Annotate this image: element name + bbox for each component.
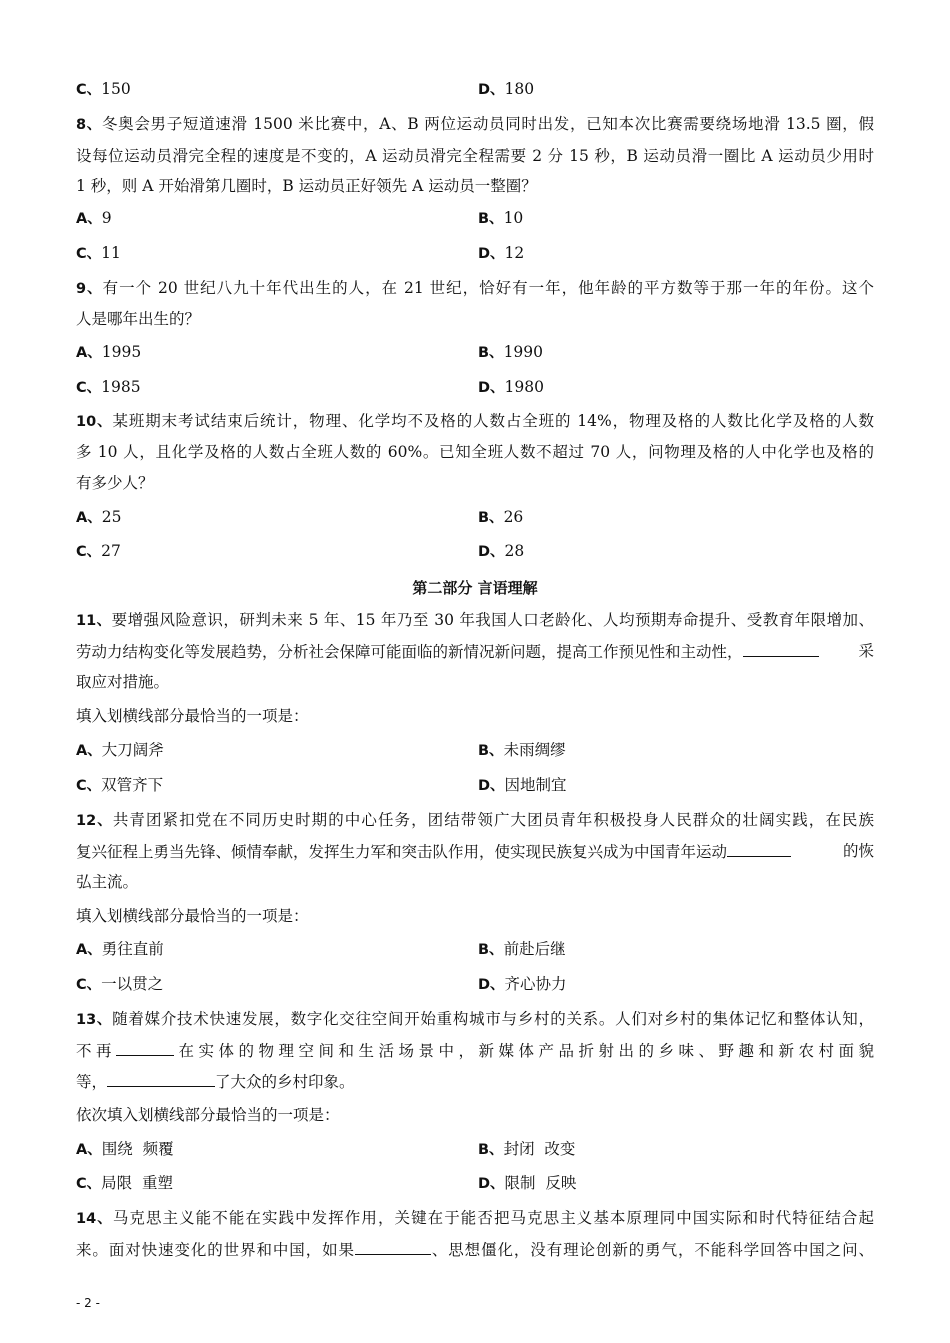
- q10-option-d[interactable]: D、28: [478, 542, 525, 560]
- q13-option-d[interactable]: D、限制 反映: [478, 1174, 577, 1192]
- q13-options-row-ab: [76, 1139, 876, 1159]
- q8-stem-line-2: 设每位运动员滑完全程的速度是不变的，A 运动员滑完全程需要 2 分 15 秒，B 运动员滑一圈比 A 运动员少用时: [76, 147, 874, 165]
- q11-option-c[interactable]: C、双管齐下: [76, 776, 164, 794]
- q12-blank-line[interactable]: [727, 841, 791, 857]
- q13-options-row-cd: [76, 1173, 876, 1193]
- q10-stem-line-1: 10、某班期末考试结束后统计，物理、化学均不及格的人数占全班的 14%，物理及格的人数比化学及格的人数: [76, 412, 874, 430]
- q12-prompt: 填入划横线部分最恰当的一项是：: [76, 907, 309, 925]
- q9-options-row-cd: [76, 377, 876, 397]
- q12-option-a[interactable]: A、勇往直前: [76, 940, 164, 958]
- q12-options-row-ab: [76, 939, 876, 959]
- q13-option-c[interactable]: C、局限 重塑: [76, 1174, 174, 1192]
- q10-option-c[interactable]: C、27: [76, 542, 121, 560]
- q13-stem-line-1: 13、随着媒介技术快速发展，数字化交往空间开始重构城市与乡村的关系。人们对乡村的集体记忆和整体认知，: [76, 1010, 874, 1028]
- q10-options-row-cd: [76, 541, 876, 561]
- q11-stem-line-3: 取应对措施。: [76, 673, 170, 691]
- q14-blank-line[interactable]: [355, 1239, 431, 1255]
- q11-blank-line[interactable]: [743, 641, 819, 657]
- q11-stem-line-2: 劳动力结构变化等发展趋势，分析社会保障可能面临的新情况新问题，提高工作预见性和主动性， 采: [76, 642, 874, 661]
- q11-options-row-cd: [76, 775, 876, 795]
- section-2-title: 第二部分 言语理解: [412, 579, 538, 597]
- q8-option-a[interactable]: A、9: [76, 209, 112, 227]
- q9-stem-line-2: 人是哪年出生的？: [76, 310, 201, 328]
- q9-option-b[interactable]: B、1990: [478, 343, 544, 361]
- q11-option-b[interactable]: B、未雨绸缪: [478, 741, 566, 759]
- q12-stem-line-1: 12、共青团紧扣党在不同历史时期的中心任务，团结带领广大团员青年积极投身人民群众的壮阔实践，在民族: [76, 811, 874, 829]
- q8-option-b[interactable]: B、10: [478, 209, 524, 227]
- q8-option-d[interactable]: D、12: [478, 244, 525, 262]
- q13-stem-line-2: 不再 在实体的物理空间和生活场景中，新媒体产品折射出的乡味、野趣和新农村面貌: [76, 1042, 874, 1060]
- q12-options-row-cd: [76, 974, 876, 994]
- q12-stem-line-2: 复兴征程上勇当先锋、倾情奉献，发挥生力军和突击队作用，使实现民族复兴成为中国青年运动 的恢: [76, 842, 874, 861]
- q9-stem-line-1: 9、有一个 20 世纪八九十年代出生的人，在 21 世纪，恰好有一年，他年龄的平方数等于那一年的年份。这个: [76, 279, 874, 297]
- q8-options-row-cd: [76, 243, 876, 263]
- q10-option-b[interactable]: B、26: [478, 508, 524, 526]
- q7-options-row-cd: [76, 79, 876, 99]
- q12-option-d[interactable]: D、齐心协力: [478, 975, 567, 993]
- q13-stem-line-3: 等， 了大众的乡村印象。: [76, 1073, 355, 1091]
- q11-options-row-ab: [76, 740, 876, 760]
- q11-prompt: 填入划横线部分最恰当的一项是：: [76, 707, 309, 725]
- q8-stem-line-3: 1 秒，则 A 开始滑第几圈时，B 运动员正好领先 A 运动员一整圈？: [76, 177, 537, 195]
- q10-stem-line-3: 有多少人？: [76, 474, 154, 492]
- q12-option-c[interactable]: C、一以贯之: [76, 975, 164, 993]
- q12-stem-line-3: 弘主流。: [76, 873, 139, 891]
- q9-option-c[interactable]: C、1985: [76, 378, 141, 396]
- q13-blank-line-2[interactable]: [107, 1071, 215, 1087]
- q7-option-d[interactable]: D、180: [478, 80, 535, 98]
- q9-option-d[interactable]: D、1980: [478, 378, 544, 396]
- q9-options-row-ab: [76, 342, 876, 362]
- q13-blank-line-1[interactable]: [116, 1040, 174, 1056]
- q10-stem-line-2: 多 10 人，且化学及格的人数占全班人数的 60%。已知全班人数不超过 70 人，问物理及格的人中化学也及格的: [76, 443, 874, 461]
- q11-stem-line-1: 11、要增强风险意识，研判未来 5 年、15 年乃至 30 年我国人口老龄化、人均预期寿命提升、受教育年限增加、: [76, 611, 874, 629]
- q13-prompt: 依次填入划横线部分最恰当的一项是：: [76, 1106, 340, 1124]
- page-number: - 2 -: [76, 1296, 100, 1310]
- q13-option-b[interactable]: B、封闭 改变: [478, 1140, 576, 1158]
- q14-stem-line-2: 来。面对快速变化的世界和中国，如果 、思想僵化，没有理论创新的勇气，不能科学回答中国之问、: [76, 1241, 874, 1259]
- q7-option-c[interactable]: C、150: [76, 80, 131, 98]
- q10-option-a[interactable]: A、25: [76, 508, 122, 526]
- q11-option-d[interactable]: D、因地制宜: [478, 776, 567, 794]
- q12-option-b[interactable]: B、前赴后继: [478, 940, 566, 958]
- q11-option-a[interactable]: A、大刀阔斧: [76, 741, 164, 759]
- q8-stem-line-1: 8、冬奥会男子短道速滑 1500 米比赛中，A、B 两位运动员同时出发，已知本次比赛需要绕场地滑 13.5 圈，假: [76, 115, 874, 133]
- q8-option-c[interactable]: C、11: [76, 244, 121, 262]
- q14-stem-line-1: 14、马克思主义能不能在实践中发挥作用，关键在于能否把马克思主义基本原理同中国实际和时代特征结合起: [76, 1209, 874, 1227]
- q10-options-row-ab: [76, 507, 876, 527]
- q9-option-a[interactable]: A、1995: [76, 343, 142, 361]
- q13-option-a[interactable]: A、围绕 频覆: [76, 1140, 174, 1158]
- q8-options-row-ab: [76, 208, 876, 228]
